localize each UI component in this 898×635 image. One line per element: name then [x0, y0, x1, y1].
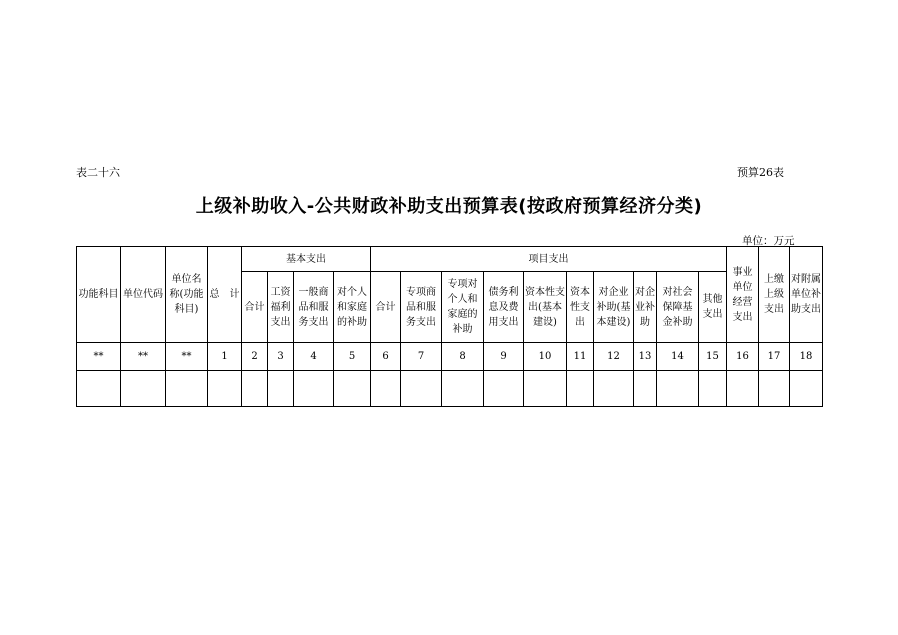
table-number: 表二十六	[76, 166, 120, 179]
index-cell: 4	[294, 343, 334, 371]
empty-cell	[484, 371, 524, 407]
index-cell: **	[121, 343, 166, 371]
header-upper-pay: 上缴上级支出	[759, 247, 790, 343]
index-cell: 6	[371, 343, 401, 371]
index-cell: 13	[634, 343, 657, 371]
index-cell: 14	[657, 343, 699, 371]
empty-cell	[294, 371, 334, 407]
empty-cell	[699, 371, 727, 407]
header-business: 事业单位经营支出	[727, 247, 759, 343]
empty-cell	[524, 371, 567, 407]
index-cell: **	[77, 343, 121, 371]
index-cell: 5	[334, 343, 371, 371]
header-unit-code: 单位代码	[121, 247, 166, 343]
unit-label: 单位：万元	[742, 235, 795, 247]
index-cell: **	[166, 343, 208, 371]
header-project-col: 资本性支出(基本建设)	[524, 272, 567, 343]
header-func-subject: 功能科目	[77, 247, 121, 343]
budget-table	[76, 246, 823, 407]
header-basic-col: 对个人和家庭的补助	[334, 272, 371, 343]
index-cell: 10	[524, 343, 567, 371]
index-cell: 9	[484, 343, 524, 371]
index-row	[77, 343, 823, 371]
index-cell: 2	[242, 343, 268, 371]
empty-cell	[166, 371, 208, 407]
empty-cell	[657, 371, 699, 407]
header-project-col: 对企业补助(基本建设)	[594, 272, 634, 343]
header-subsidiary: 对附属单位补助支出	[790, 247, 823, 343]
empty-cell	[442, 371, 484, 407]
header-unit-name: 单位名称(功能科目)	[166, 247, 208, 343]
index-cell: 15	[699, 343, 727, 371]
empty-cell	[334, 371, 371, 407]
index-cell: 18	[790, 343, 823, 371]
index-cell: 16	[727, 343, 759, 371]
index-cell: 1	[208, 343, 242, 371]
empty-cell	[208, 371, 242, 407]
header-project-col: 专项对个人和家庭的补助	[442, 272, 484, 343]
header-project-col: 资本性支出	[567, 272, 594, 343]
empty-cell	[594, 371, 634, 407]
index-cell: 12	[594, 343, 634, 371]
empty-cell	[77, 371, 121, 407]
header-basic-group: 基本支出	[242, 247, 371, 272]
empty-cell	[790, 371, 823, 407]
empty-cell	[401, 371, 442, 407]
header-project-group: 项目支出	[371, 247, 727, 272]
header-basic-col: 工资福利支出	[268, 272, 294, 343]
header-project-col: 债务利息及费用支出	[484, 272, 524, 343]
index-cell: 7	[401, 343, 442, 371]
header-project-col: 对企业补助	[634, 272, 657, 343]
empty-cell	[268, 371, 294, 407]
index-cell: 17	[759, 343, 790, 371]
index-cell: 11	[567, 343, 594, 371]
header-project-col: 其他支出	[699, 272, 727, 343]
empty-cell	[634, 371, 657, 407]
empty-cell	[121, 371, 166, 407]
header-project-col: 合计	[371, 272, 401, 343]
empty-cell	[759, 371, 790, 407]
header-project-col: 专项商品和服务支出	[401, 272, 442, 343]
header-basic-col: 一般商品和服务支出	[294, 272, 334, 343]
index-cell: 3	[268, 343, 294, 371]
header-total: 总 计	[208, 247, 242, 343]
page-title: 上级补助收入-公共财政补助支出预算表(按政府预算经济分类)	[195, 196, 703, 217]
form-number: 预算26表	[737, 166, 784, 179]
header-basic-col: 合计	[242, 272, 268, 343]
empty-data-row	[77, 371, 823, 407]
index-cell: 8	[442, 343, 484, 371]
empty-cell	[727, 371, 759, 407]
empty-cell	[371, 371, 401, 407]
empty-cell	[242, 371, 268, 407]
header-project-col: 对社会保障基金补助	[657, 272, 699, 343]
empty-cell	[567, 371, 594, 407]
